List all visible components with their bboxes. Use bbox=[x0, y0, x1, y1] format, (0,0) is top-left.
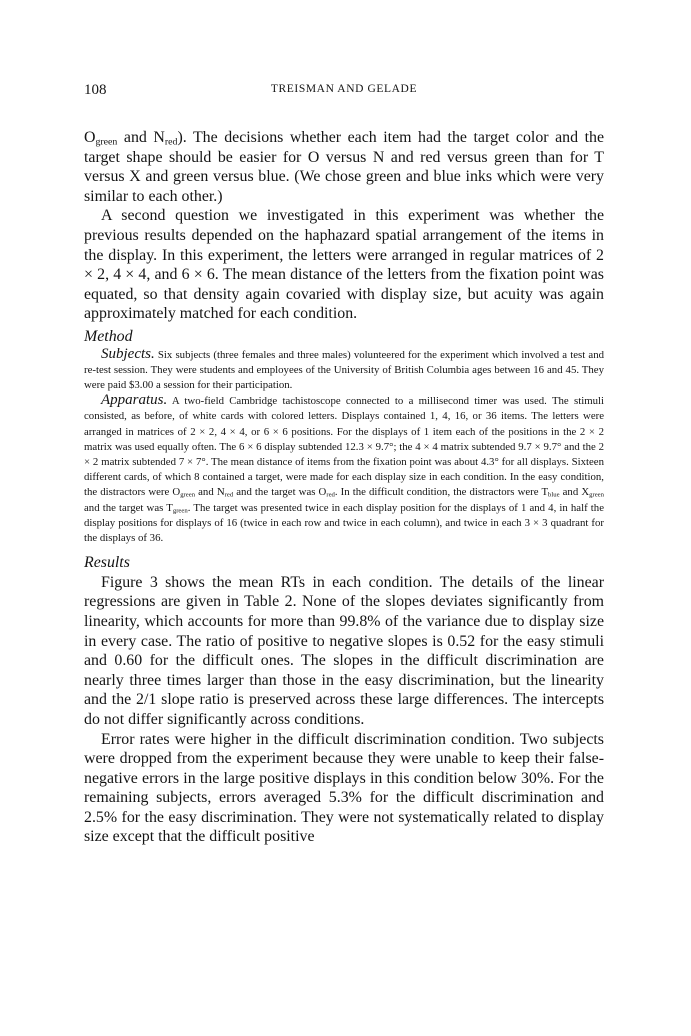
t-blue-subscript: blue bbox=[548, 492, 560, 500]
method-section bbox=[84, 347, 604, 547]
apparatus-text-4: and the target was bbox=[84, 501, 167, 514]
subjects-label: Subjects. bbox=[101, 345, 155, 362]
o-green-base: O bbox=[84, 129, 96, 146]
n-red-subscript: red bbox=[164, 136, 178, 148]
n-red-base-2: N bbox=[216, 486, 225, 499]
and-connector: and bbox=[117, 129, 154, 146]
o-green-subscript: green bbox=[95, 136, 118, 148]
results-heading: Results bbox=[84, 554, 130, 572]
n-red-subscript-2: red bbox=[224, 492, 234, 500]
paragraph-second-question: A second question we investigated in this experiment was whether the previous results depended on the haphazard spatial arrangement of the items in the display. In this experiment, the letters were arranged in regular matrices of 2 × 2, 4 × 4, and 6 × 6. The mean distance of the letters from the fixation point was equated, so that density again covaried with display size, but acuity was again approximately matched for each condition. bbox=[84, 207, 604, 323]
paragraph-continuation bbox=[84, 128, 604, 206]
x-green-subscript: green bbox=[589, 492, 604, 500]
document-page bbox=[84, 82, 604, 847]
o-red-base: O bbox=[318, 486, 327, 499]
and-connector-3: and bbox=[559, 486, 582, 499]
apparatus-paragraph bbox=[84, 393, 604, 546]
running-title: TREISMAN AND GELADE bbox=[270, 83, 418, 95]
o-red-subscript: red bbox=[326, 492, 335, 500]
apparatus-label: Apparatus. bbox=[101, 392, 168, 409]
paragraph-continuation-text: ). The decisions whether each item had the target color and the target shape should be easier for O versus N and red versus green than for T versus X and green versus blue. (We chose green and blue inks which were very similar to each other.) bbox=[84, 129, 604, 205]
t-green-subscript: green bbox=[172, 507, 188, 515]
running-head bbox=[84, 82, 604, 102]
page-number: 108 bbox=[84, 82, 107, 98]
results-paragraph-2: Error rates were higher in the difficult discrimination condition. Two subjects were dropped from the experiment because they were unable to keep their false-negative errors in the large positive displays in this condition below 30%. For the remaining subjects, errors averaged 5.3% for the difficult discrimination and 2.5% for the easy discrimination. They were not systematically related to display size except that the difficult positive bbox=[84, 730, 604, 846]
t-green-base: T bbox=[166, 501, 173, 514]
apparatus-text-5: . The target was presented twice in each display position for the displays of 1 and 4, in half the display positions for displays of 16 (twice in each row and twice in each column), and twice in each 3 × 3 quadrant for the displays of 36. bbox=[84, 501, 604, 544]
results-section bbox=[84, 553, 604, 847]
apparatus-text-1: A two-field Cambridge tachistoscope connected to a millisecond timer was used. The stimuli consisted, as before, of white cards with colored letters. Displays contained 1, 4, 16, or 36 items. The letters were arranged in matrices of 2 × 2, 4 × 4, or 6 × 6 positions. For the displays of 1 item each of the positions in the 2 × 2 matrix was used equally often. The 6 × 6 display subtended 12.3 × 9.7°; the 4 × 4 matrix subtended 9.7 × 9.7° and the 2 × 2 matrix subtended 7 × 7°. The mean distance of items from the fixation point was about 4.3° for all displays. Sixteen different cards, of which 8 contained a target, were made for each display size in each condition. In the easy condition, the distractors were bbox=[84, 395, 604, 499]
apparatus-text-2: and the target was bbox=[233, 486, 319, 499]
t-blue-base: T bbox=[541, 486, 549, 499]
subjects-paragraph bbox=[84, 347, 604, 394]
o-green-base-2: O bbox=[172, 486, 181, 499]
o-green-subscript-2: green bbox=[180, 492, 196, 500]
x-green-base: X bbox=[581, 486, 590, 499]
n-red-base: N bbox=[153, 129, 165, 146]
subjects-text: Six subjects (three females and three males) volunteered for the experiment which involved a test and re-test session. They were students and employees of the University of British Columbia ages between 16 and 45. They were paid $3.00 a session for their participation. bbox=[84, 348, 604, 391]
method-heading: Method bbox=[84, 327, 133, 345]
apparatus-text-3: . In the difficult condition, the distractors were bbox=[334, 486, 542, 499]
results-paragraph-1: Figure 3 shows the mean RTs in each condition. The details of the linear regressions are given in Table 2. None of the slopes deviates significantly from linearity, which accounts for more than 99.8% of the variance due to display size in every case. The ratio of positive to negative slopes is 0.52 for the easy stimuli and 0.60 for the difficult ones. The slopes in the difficult discrimination are nearly three times larger than those in the easy discrimination, but the linearity and the 2/1 slope ratio is preserved across these large differences. The intercepts do not differ significantly across conditions. bbox=[84, 573, 604, 728]
body-text-top bbox=[84, 128, 604, 347]
and-connector-2: and bbox=[195, 486, 217, 499]
